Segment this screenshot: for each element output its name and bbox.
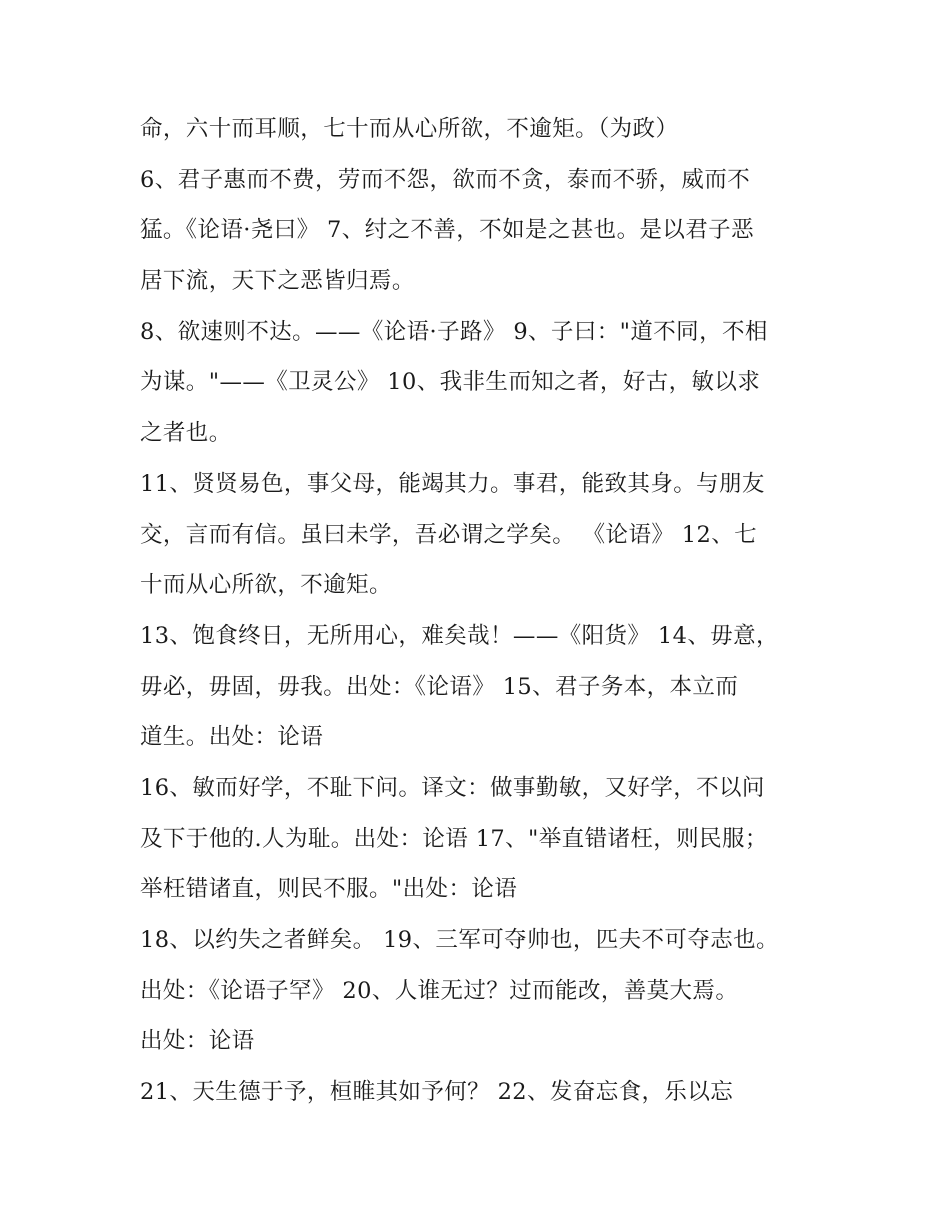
text-line: 为谋。"——《卫灵公》 10、我非生而知之者，好古，敏以求 (140, 369, 761, 396)
text-line: 毋必，毋固，毋我。出处：《论语》 15、君子务本，本立而 (140, 673, 739, 700)
text-line: 出处：《论语子罕》 20、人谁无过？过而能改，善莫大焉。 (140, 977, 739, 1004)
text-line: 8、欲速则不达。——《论语·子路》 9、子曰："道不同，不相 (140, 318, 768, 345)
text-line: 命，六十而耳顺，七十而从心所欲，不逾矩。（为政） (140, 116, 679, 142)
text-line: 6、君子惠而不费，劳而不怨，欲而不贪，泰而不骄，威而不 (140, 166, 751, 193)
text-line: 猛。《论语·尧曰》 7、纣之不善，不如是之甚也。是以君子恶 (140, 217, 754, 244)
text-line: 13、饱食终日，无所用心，难矣哉！——《阳货》 14、毋意， (140, 622, 779, 649)
text-line: 16、敏而好学，不耻下问。译文：做事勤敏，又好学，不以问 (140, 774, 765, 801)
text-line: 道生。出处：论语 (140, 724, 324, 751)
text-line: 出处：论语 (140, 1028, 255, 1055)
text-line: 21、天生德于予，桓睢其如予何？ 22、发奋忘食，乐以忘 (140, 1079, 734, 1106)
text-line: 交，言而有信。虽曰未学，吾必谓之学矣。 《论语》 12、七 (140, 521, 758, 548)
text-line: 18、以约失之者鲜矣。 19、三军可夺帅也，匹夫不可夺志也。 (140, 927, 779, 953)
text-line: 举枉错诸直，则民不服。"出处：论语 (140, 876, 518, 903)
text-line: 居下流，天下之恶皆归焉。 (140, 268, 415, 295)
text-line: 十而从心所欲，不逾矩。 (140, 572, 392, 599)
document-body (140, 104, 820, 1118)
text-line: 及下于他的.人为耻。出处：论语 17、"举直错诸枉，则民服； (140, 825, 768, 852)
text-line: 11、贤贤易色，事父母，能竭其力。事君，能致其身。与朋友 (140, 470, 765, 497)
text-line: 之者也。 (140, 420, 232, 447)
